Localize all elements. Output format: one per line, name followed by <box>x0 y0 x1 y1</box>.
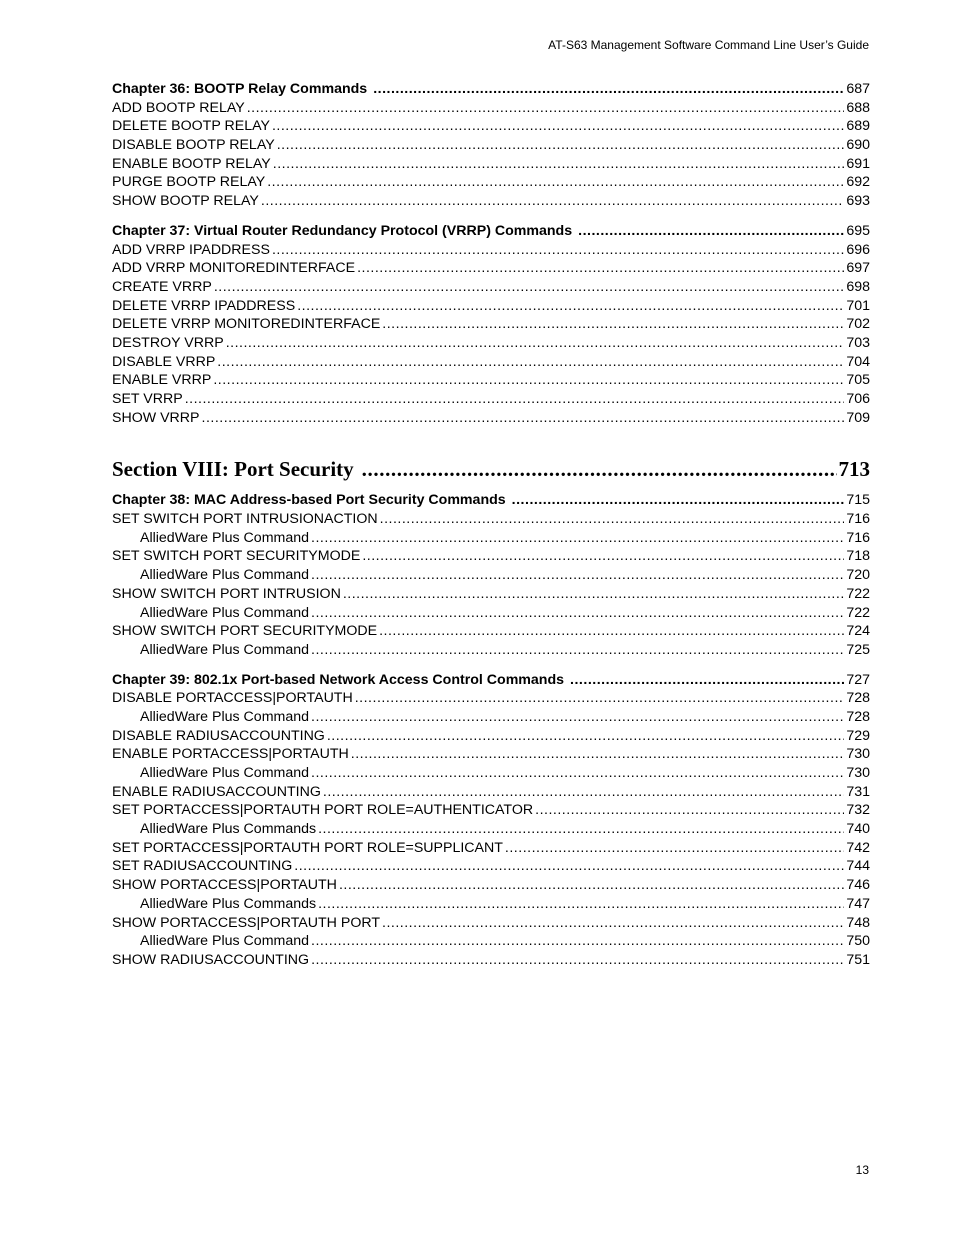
toc-entry-label: Chapter 39: 802.1x Port-based Network Access Control Commands <box>112 671 565 688</box>
toc-entry-label: DESTROY VRRP <box>112 334 224 351</box>
toc-page-number: 701 <box>846 297 870 314</box>
dot-leader <box>570 671 844 690</box>
dot-leader <box>311 951 844 970</box>
table-of-contents <box>112 80 870 970</box>
dot-leader <box>272 117 844 136</box>
toc-entry-label: AlliedWare Plus Command <box>140 604 309 621</box>
toc-entry-row[interactable] <box>112 622 870 641</box>
toc-sub-row[interactable] <box>112 895 870 914</box>
toc-entry-row[interactable] <box>112 409 870 428</box>
toc-page-number: 688 <box>846 99 870 116</box>
toc-entry-row[interactable] <box>112 951 870 970</box>
toc-entry-row[interactable] <box>112 136 870 155</box>
toc-page-number: 691 <box>846 155 870 172</box>
toc-entry-label: AlliedWare Plus Command <box>140 641 309 658</box>
toc-page-number: 697 <box>846 260 870 277</box>
toc-page-number: 698 <box>846 278 870 295</box>
toc-entry-label: Section VIII: Port Security <box>112 457 354 482</box>
toc-entry-label: SHOW PORTACCESS|PORTAUTH <box>112 877 337 894</box>
toc-page-number: 705 <box>846 372 870 389</box>
toc-page-number: 731 <box>846 783 870 800</box>
dot-leader <box>323 783 844 802</box>
toc-entry-label: SET PORTACCESS|PORTAUTH PORT ROLE=SUPPLICANT <box>112 839 503 856</box>
toc-entry-row[interactable] <box>112 914 870 933</box>
toc-sub-row[interactable] <box>112 764 870 783</box>
toc-page-number: 716 <box>846 529 870 546</box>
toc-page-number: 715 <box>846 492 870 509</box>
toc-entry-row[interactable] <box>112 857 870 876</box>
toc-entry-label: ENABLE VRRP <box>112 372 212 389</box>
toc-entry-label: AlliedWare Plus Commands <box>140 895 317 912</box>
dot-leader <box>355 689 845 708</box>
dot-leader <box>311 932 844 951</box>
toc-page-number: 702 <box>846 316 870 333</box>
toc-entry-label: Chapter 38: MAC Address-based Port Security Commands <box>112 492 506 509</box>
toc-page-number: 728 <box>846 708 870 725</box>
dot-leader <box>382 914 844 933</box>
toc-chapter-row[interactable] <box>112 222 870 241</box>
toc-page-number: 720 <box>846 567 870 584</box>
toc-entry-label: SHOW BOOTP RELAY <box>112 193 259 210</box>
toc-entry-label: AlliedWare Plus Commands <box>140 821 317 838</box>
toc-entry-row[interactable] <box>112 510 870 529</box>
page-number: 13 <box>855 1163 869 1177</box>
toc-page-number: 689 <box>846 118 870 135</box>
toc-entry-label: ENABLE PORTACCESS|PORTAUTH <box>112 746 349 763</box>
dot-leader <box>382 315 844 334</box>
toc-entry-row[interactable] <box>112 547 870 566</box>
toc-page-number: 740 <box>846 821 870 838</box>
toc-page-number: 687 <box>846 81 870 97</box>
toc-entry-row[interactable] <box>112 173 870 192</box>
running-header: AT-S63 Management Software Command Line User’s Guide <box>548 38 869 52</box>
dot-leader <box>327 727 844 746</box>
toc-page-number: 727 <box>846 671 870 688</box>
dot-leader <box>297 297 844 316</box>
toc-chapter-row[interactable] <box>112 80 870 99</box>
toc-entry-label: SHOW PORTACCESS|PORTAUTH PORT <box>112 914 381 931</box>
dot-leader <box>267 173 844 192</box>
toc-entry-label: SHOW SWITCH PORT INTRUSION <box>112 585 341 602</box>
dot-leader <box>214 278 844 297</box>
toc-entry-row[interactable] <box>112 99 870 118</box>
dot-leader <box>272 241 844 260</box>
toc-entry-label: AlliedWare Plus Command <box>140 567 309 584</box>
toc-page-number: 692 <box>846 174 870 191</box>
dot-leader <box>535 801 844 820</box>
toc-page-number: 703 <box>846 334 870 351</box>
toc-entry-row[interactable] <box>112 839 870 858</box>
dot-leader <box>318 895 844 914</box>
dot-leader <box>226 334 845 353</box>
toc-entry-row[interactable] <box>112 353 870 372</box>
toc-entry-label: DISABLE VRRP <box>112 353 216 370</box>
toc-page-number: 732 <box>846 802 870 819</box>
toc-chapter-row[interactable] <box>112 671 870 690</box>
toc-section-row[interactable] <box>112 455 870 483</box>
toc-entry-label: SET PORTACCESS|PORTAUTH PORT ROLE=AUTHENTICATOR <box>112 802 534 819</box>
toc-entry-row[interactable] <box>112 192 870 211</box>
toc-page-number: 750 <box>846 933 870 950</box>
toc-sub-row[interactable] <box>112 820 870 839</box>
toc-entry-row[interactable] <box>112 334 870 353</box>
toc-entry-row[interactable] <box>112 390 870 409</box>
toc-entry-row[interactable] <box>112 241 870 260</box>
toc-entry-label: DELETE BOOTP RELAY <box>112 118 270 135</box>
toc-page-number: 746 <box>846 877 870 894</box>
toc-sub-row[interactable] <box>112 708 870 727</box>
toc-page-number: 706 <box>846 391 870 407</box>
toc-page-number: 747 <box>846 895 870 912</box>
toc-entry-row[interactable] <box>112 155 870 174</box>
toc-page-number: 729 <box>846 727 870 744</box>
toc-entry-label: SHOW RADIUSACCOUNTING <box>112 951 310 968</box>
toc-sub-row[interactable] <box>112 932 870 951</box>
dot-leader <box>247 99 845 118</box>
toc-page-number: 728 <box>846 690 870 707</box>
toc-entry-label: Chapter 36: BOOTP Relay Commands <box>112 81 368 97</box>
dot-leader <box>273 155 845 174</box>
dot-leader <box>213 371 844 390</box>
dot-leader <box>512 491 845 510</box>
toc-page-number: 713 <box>838 457 870 482</box>
toc-entry-label: ENABLE RADIUSACCOUNTING <box>112 783 321 800</box>
toc-sub-row[interactable] <box>112 566 870 585</box>
dot-leader <box>311 764 844 783</box>
toc-entry-label: ENABLE BOOTP RELAY <box>112 155 271 172</box>
toc-sub-row[interactable] <box>112 604 870 623</box>
toc-entry-label: DISABLE RADIUSACCOUNTING <box>112 727 325 744</box>
toc-entry-row[interactable] <box>112 727 870 746</box>
toc-page-number: 730 <box>846 765 870 781</box>
toc-entry-row[interactable] <box>112 745 870 764</box>
dot-leader <box>202 409 845 428</box>
dot-leader <box>362 547 844 566</box>
toc-entry-label: SHOW VRRP <box>112 409 200 426</box>
toc-page-number: 718 <box>846 548 870 565</box>
toc-entry-row[interactable] <box>112 278 870 297</box>
toc-entry-row[interactable] <box>112 783 870 802</box>
toc-entry-row[interactable] <box>112 876 870 895</box>
toc-page-number: 724 <box>846 623 870 640</box>
toc-entry-label: SET VRRP <box>112 391 183 407</box>
dot-leader <box>294 857 844 876</box>
toc-entry-row[interactable] <box>112 259 870 278</box>
dot-leader <box>311 641 844 660</box>
toc-entry-row[interactable] <box>112 689 870 708</box>
dot-leader <box>505 839 844 858</box>
dot-leader <box>185 390 845 409</box>
dot-leader <box>362 455 837 483</box>
toc-entry-label: CREATE VRRP <box>112 278 212 295</box>
toc-entry-label: AlliedWare Plus Command <box>140 933 309 950</box>
dot-leader <box>277 136 845 155</box>
toc-entry-label: AlliedWare Plus Command <box>140 708 309 725</box>
dot-leader <box>311 529 844 548</box>
toc-entry-label: Chapter 37: Virtual Router Redundancy Protocol (VRRP) Commands <box>112 222 573 239</box>
toc-entry-label: SHOW SWITCH PORT SECURITYMODE <box>112 623 378 640</box>
toc-page-number: 722 <box>846 604 870 621</box>
dot-leader <box>343 585 844 604</box>
dot-leader <box>379 622 844 641</box>
toc-page-number: 696 <box>846 241 870 258</box>
toc-entry-label: ADD BOOTP RELAY <box>112 99 245 116</box>
toc-entry-label: DELETE VRRP MONITOREDINTERFACE <box>112 316 381 333</box>
toc-entry-label: AlliedWare Plus Command <box>140 765 309 781</box>
dot-leader <box>578 222 844 241</box>
toc-entry-row[interactable] <box>112 801 870 820</box>
dot-leader <box>380 510 845 529</box>
toc-page-number: 730 <box>846 746 870 763</box>
toc-entry-label: SET SWITCH PORT SECURITYMODE <box>112 548 361 565</box>
toc-entry-row[interactable] <box>112 315 870 334</box>
dot-leader <box>217 353 844 372</box>
toc-entry-row[interactable] <box>112 297 870 316</box>
toc-entry-label: DISABLE BOOTP RELAY <box>112 137 275 154</box>
toc-page-number: 695 <box>846 222 870 239</box>
toc-entry-label: AlliedWare Plus Command <box>140 529 309 546</box>
dot-leader <box>311 604 844 623</box>
dot-leader <box>351 745 845 764</box>
toc-entry-row[interactable] <box>112 117 870 136</box>
toc-page-number: 725 <box>846 641 870 658</box>
toc-page-number: 709 <box>846 409 870 426</box>
toc-entry-label: ADD VRRP MONITOREDINTERFACE <box>112 260 356 277</box>
toc-page-number: 690 <box>846 137 870 154</box>
toc-page-number: 722 <box>846 585 870 602</box>
dot-leader <box>339 876 844 895</box>
toc-entry-row[interactable] <box>112 371 870 390</box>
toc-entry-label: ADD VRRP IPADDRESS <box>112 241 270 258</box>
dot-leader <box>311 708 844 727</box>
toc-page-number: 742 <box>846 839 870 856</box>
toc-entry-row[interactable] <box>112 585 870 604</box>
toc-entry-label: DELETE VRRP IPADDRESS <box>112 297 296 314</box>
toc-chapter-row[interactable] <box>112 491 870 510</box>
dot-leader <box>357 259 844 278</box>
dot-leader <box>311 566 844 585</box>
toc-page-number: 693 <box>846 193 870 210</box>
toc-entry-label: SET SWITCH PORT INTRUSIONACTION <box>112 511 378 528</box>
dot-leader <box>261 192 844 211</box>
toc-entry-label: SET RADIUSACCOUNTING <box>112 858 293 875</box>
dot-leader <box>318 820 844 839</box>
toc-sub-row[interactable] <box>112 641 870 660</box>
toc-page-number: 704 <box>846 353 870 370</box>
toc-entry-label: PURGE BOOTP RELAY <box>112 174 266 191</box>
toc-page-number: 744 <box>846 858 870 875</box>
dot-leader <box>373 80 844 99</box>
toc-page-number: 716 <box>846 511 870 528</box>
toc-sub-row[interactable] <box>112 529 870 548</box>
toc-entry-label: DISABLE PORTACCESS|PORTAUTH <box>112 690 353 707</box>
toc-page-number: 751 <box>846 951 870 968</box>
toc-page-number: 748 <box>846 914 870 931</box>
